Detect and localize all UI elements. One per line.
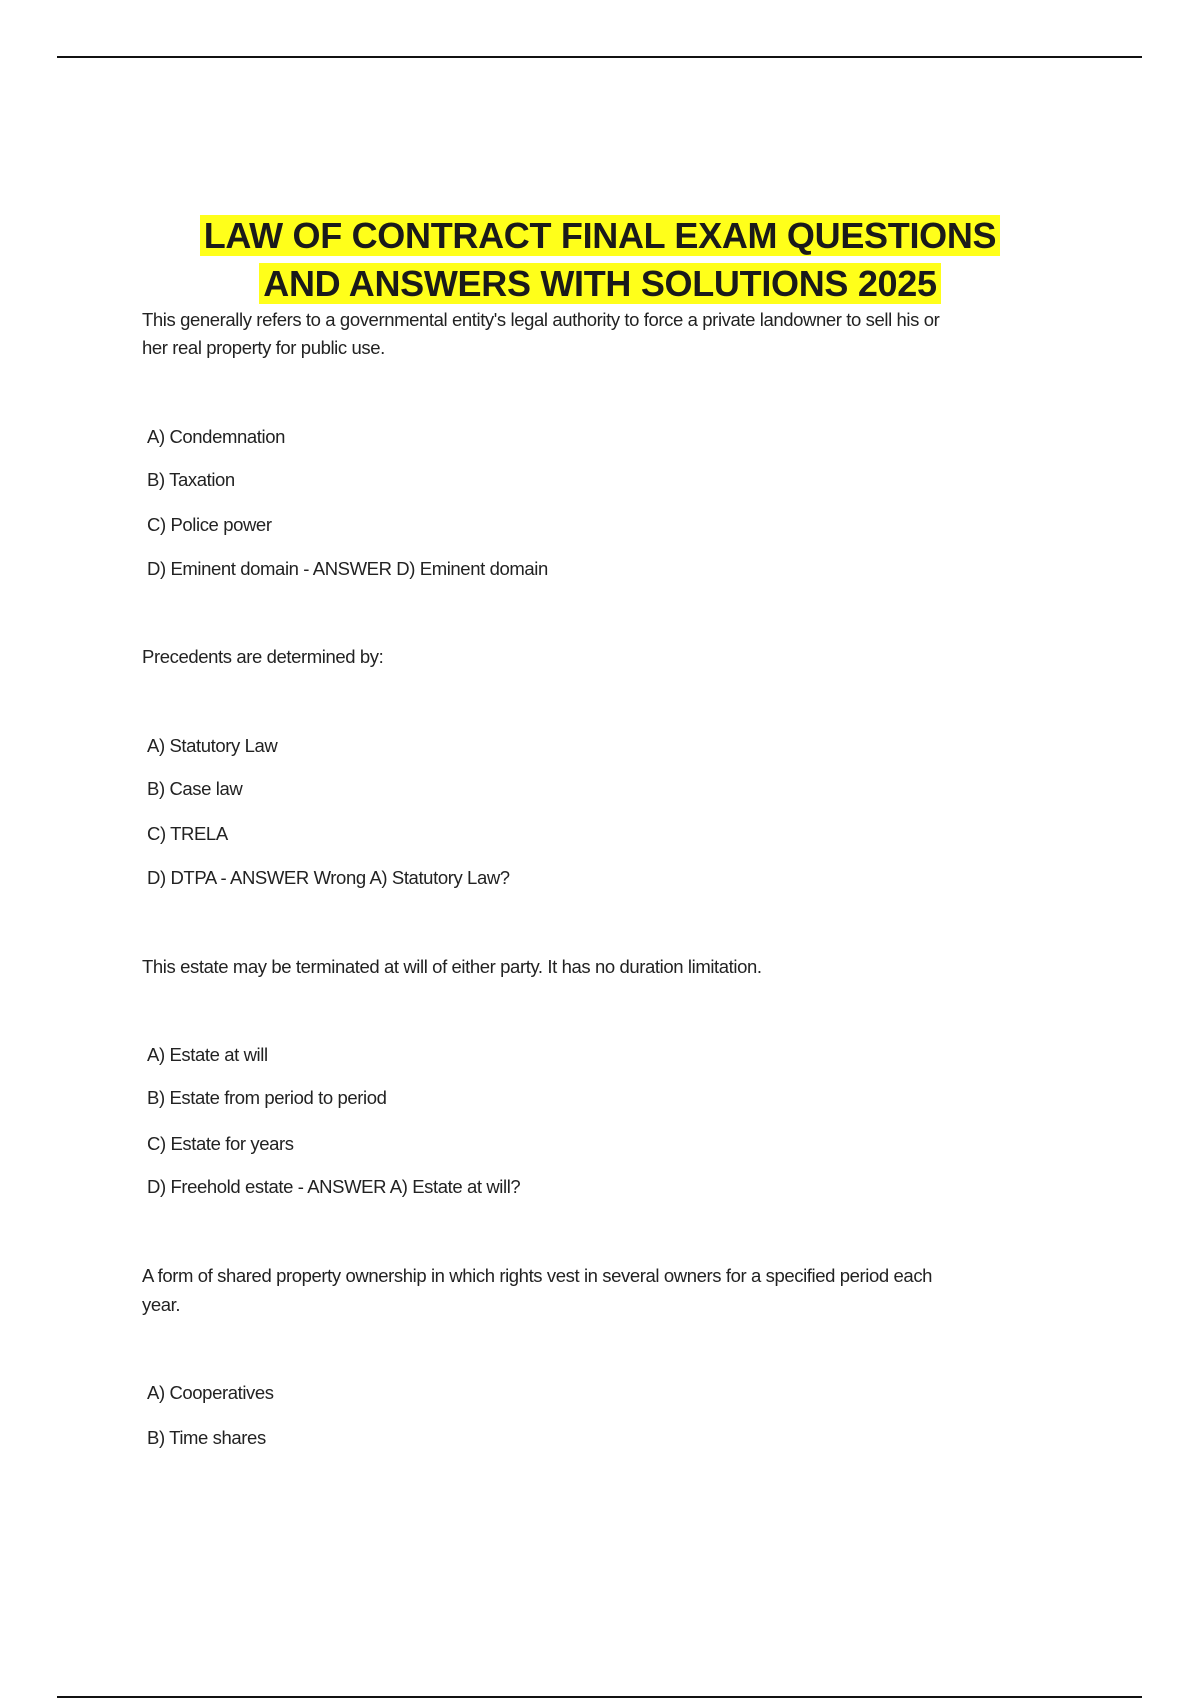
question-4-option-a: A) Cooperatives — [147, 1382, 274, 1403]
question-4-option-b: B) Time shares — [147, 1427, 266, 1448]
question-3-text: This estate may be terminated at will of either party. It has no duration limitation. — [142, 956, 762, 977]
question-2-option-a: A) Statutory Law — [147, 735, 278, 756]
question-4-text: A form of shared property ownership in which rights vest in several owners for a specified period each — [142, 1265, 933, 1286]
question-3-option-c: C) Estate for years — [147, 1133, 294, 1154]
question-1-option-d: D) Eminent domain - ANSWER D) Eminent domain — [147, 558, 548, 579]
question-1-option-b: B) Taxation — [147, 469, 235, 490]
document-title-line-1 — [0, 214, 1200, 258]
question-1-text-cont: her real property for public use. — [142, 337, 385, 358]
question-3-option-d: D) Freehold estate - ANSWER A) Estate at will? — [147, 1176, 521, 1197]
document-title-line-2 — [0, 262, 1200, 306]
question-2-option-c: C) TRELA — [147, 823, 228, 844]
question-1-option-a: A) Condemnation — [147, 426, 285, 447]
question-4-text-cont: year. — [142, 1294, 181, 1315]
bottom-rule — [57, 1696, 1142, 1698]
question-3-option-a: A) Estate at will — [147, 1044, 268, 1065]
question-2-option-d: D) DTPA - ANSWER Wrong A) Statutory Law? — [147, 867, 510, 888]
question-2-text: Precedents are determined by: — [142, 646, 384, 667]
title-highlight: LAW OF CONTRACT FINAL EXAM QUESTIONS — [200, 215, 1001, 256]
title-highlight: AND ANSWERS WITH SOLUTIONS 2025 — [259, 263, 940, 304]
question-2-option-b: B) Case law — [147, 778, 243, 799]
top-rule — [57, 56, 1142, 58]
question-1-text: This generally refers to a governmental entity's legal authority to force a private landowner to sell his or — [142, 309, 940, 330]
question-1-option-c: C) Police power — [147, 514, 272, 535]
question-3-option-b: B) Estate from period to period — [147, 1087, 387, 1108]
